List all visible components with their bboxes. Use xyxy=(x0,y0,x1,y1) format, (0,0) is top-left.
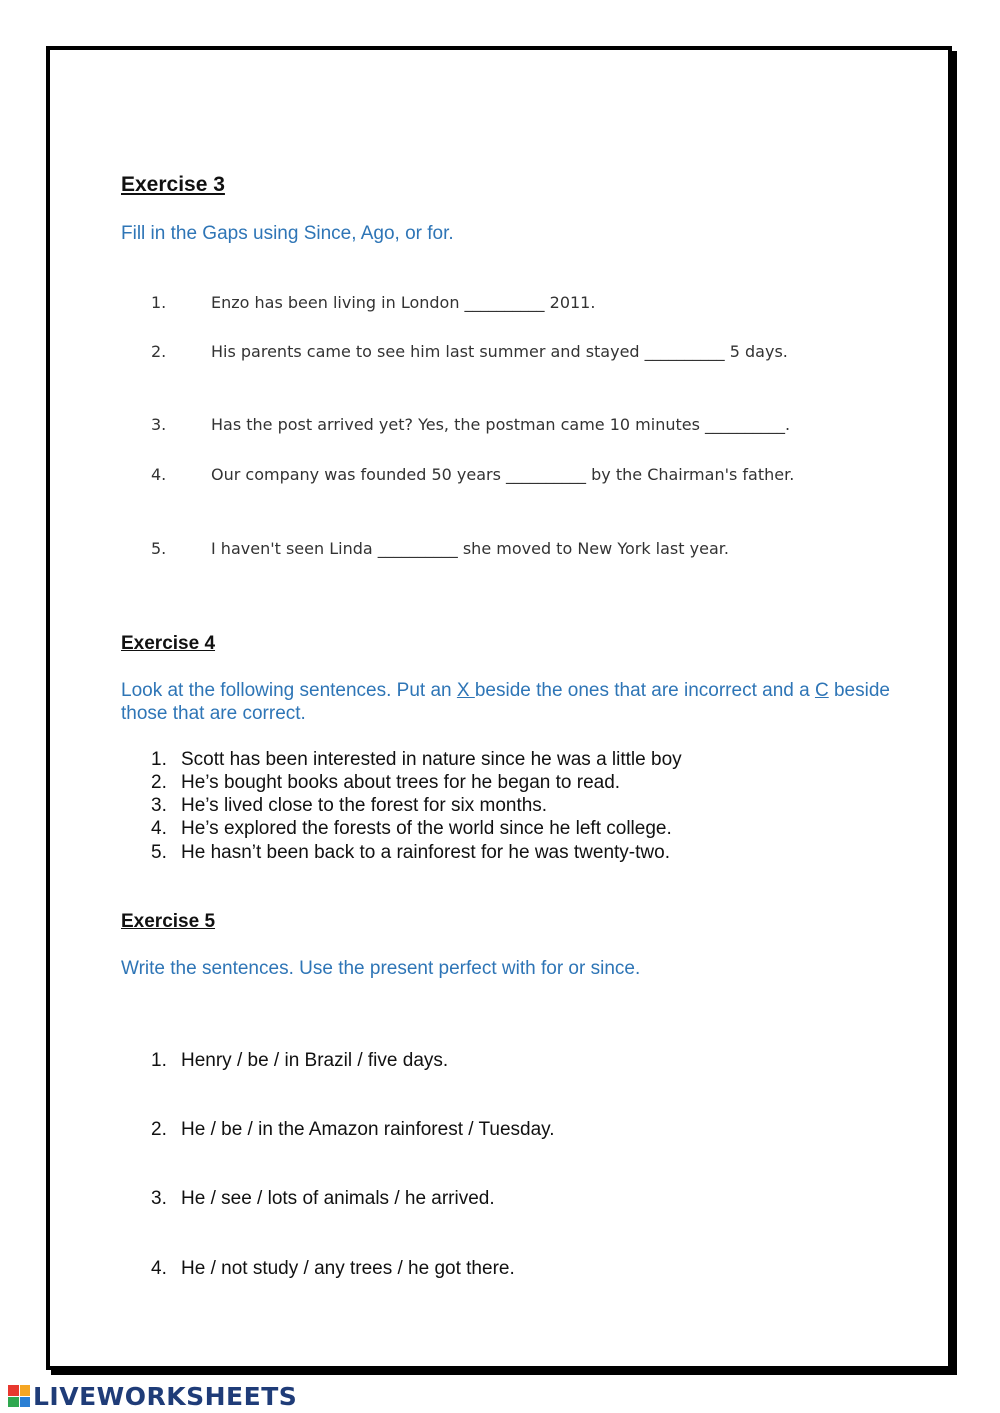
instruction-text: Look at the following sentences. Put an xyxy=(121,680,457,701)
item-number: 3. xyxy=(151,795,167,816)
item-number: 4. xyxy=(151,465,167,484)
item-text: Scott has been interested in nature since he was a little boy xyxy=(181,749,682,770)
list-item xyxy=(0,795,1000,819)
logo-text: LIVEWORKSHEETS xyxy=(33,1381,298,1411)
item-text: He’s bought books about trees for he began to read. xyxy=(181,772,621,793)
item-text: He / see / lots of animals / he arrived. xyxy=(181,1188,495,1209)
exercise-3-title: Exercise 3 xyxy=(121,173,225,196)
item-number: 3. xyxy=(151,415,167,434)
list-item xyxy=(0,1258,1000,1282)
instruction-text: beside those that are correct. xyxy=(121,680,890,724)
item-text: Has the post arrived yet? Yes, the postman came 10 minutes __________. xyxy=(211,415,791,434)
item-number: 4. xyxy=(151,818,167,839)
liveworksheets-logo-icon xyxy=(8,1385,30,1407)
exercise-5-title: Exercise 5 xyxy=(121,911,216,932)
item-number: 5. xyxy=(151,539,167,558)
item-number: 3. xyxy=(151,1188,167,1209)
item-text: His parents came to see him last summer and stayed __________ 5 days. xyxy=(211,342,788,361)
list-item xyxy=(0,1050,1000,1074)
item-text: I haven't seen Linda __________ she moved to New York last year. xyxy=(211,539,729,558)
instruction-text: beside the ones that are incorrect and a xyxy=(474,680,815,701)
item-text: He / not study / any trees / he got there. xyxy=(181,1258,515,1279)
item-number: 2. xyxy=(151,342,167,361)
item-text: Our company was founded 50 years __________ by the Chairman's father. xyxy=(211,465,795,484)
exercise-4-title: Exercise 4 xyxy=(121,633,216,654)
item-text: He hasn’t been back to a rainforest for he was twenty-two. xyxy=(181,842,670,863)
item-number: 4. xyxy=(151,1258,167,1279)
list-item xyxy=(0,772,1000,796)
item-number: 2. xyxy=(151,772,167,793)
item-number: 1. xyxy=(151,1050,167,1071)
item-number: 2. xyxy=(151,1119,167,1140)
item-number: 5. xyxy=(151,842,167,863)
mark-x-symbol: X xyxy=(456,680,475,701)
liveworksheets-logo[interactable] xyxy=(8,1381,297,1411)
list-item xyxy=(0,293,1000,319)
item-number: 1. xyxy=(151,749,167,770)
list-item xyxy=(0,842,1000,866)
list-item xyxy=(0,415,1000,441)
list-item xyxy=(0,818,1000,842)
list-item xyxy=(0,1188,1000,1212)
item-text: Enzo has been living in London __________ 2011. xyxy=(211,293,596,312)
list-item xyxy=(0,465,1000,491)
exercise-5-instruction: Write the sentences. Use the present perfect with for or since. xyxy=(121,958,641,979)
exercise-3-instruction: Fill in the Gaps using Since, Ago, or for. xyxy=(121,223,454,244)
mark-c-symbol: C xyxy=(814,680,829,701)
list-item xyxy=(0,342,1000,368)
item-number: 1. xyxy=(151,293,167,312)
list-item xyxy=(0,539,1000,565)
item-text: He’s explored the forests of the world since he left college. xyxy=(181,818,672,839)
list-item xyxy=(0,1119,1000,1143)
item-text: Henry / be / in Brazil / five days. xyxy=(181,1050,449,1071)
exercise-4-instruction xyxy=(121,679,891,725)
item-text: He’s lived close to the forest for six months. xyxy=(181,795,548,816)
item-text: He / be / in the Amazon rainforest / Tuesday. xyxy=(181,1119,555,1140)
list-item xyxy=(0,749,1000,773)
